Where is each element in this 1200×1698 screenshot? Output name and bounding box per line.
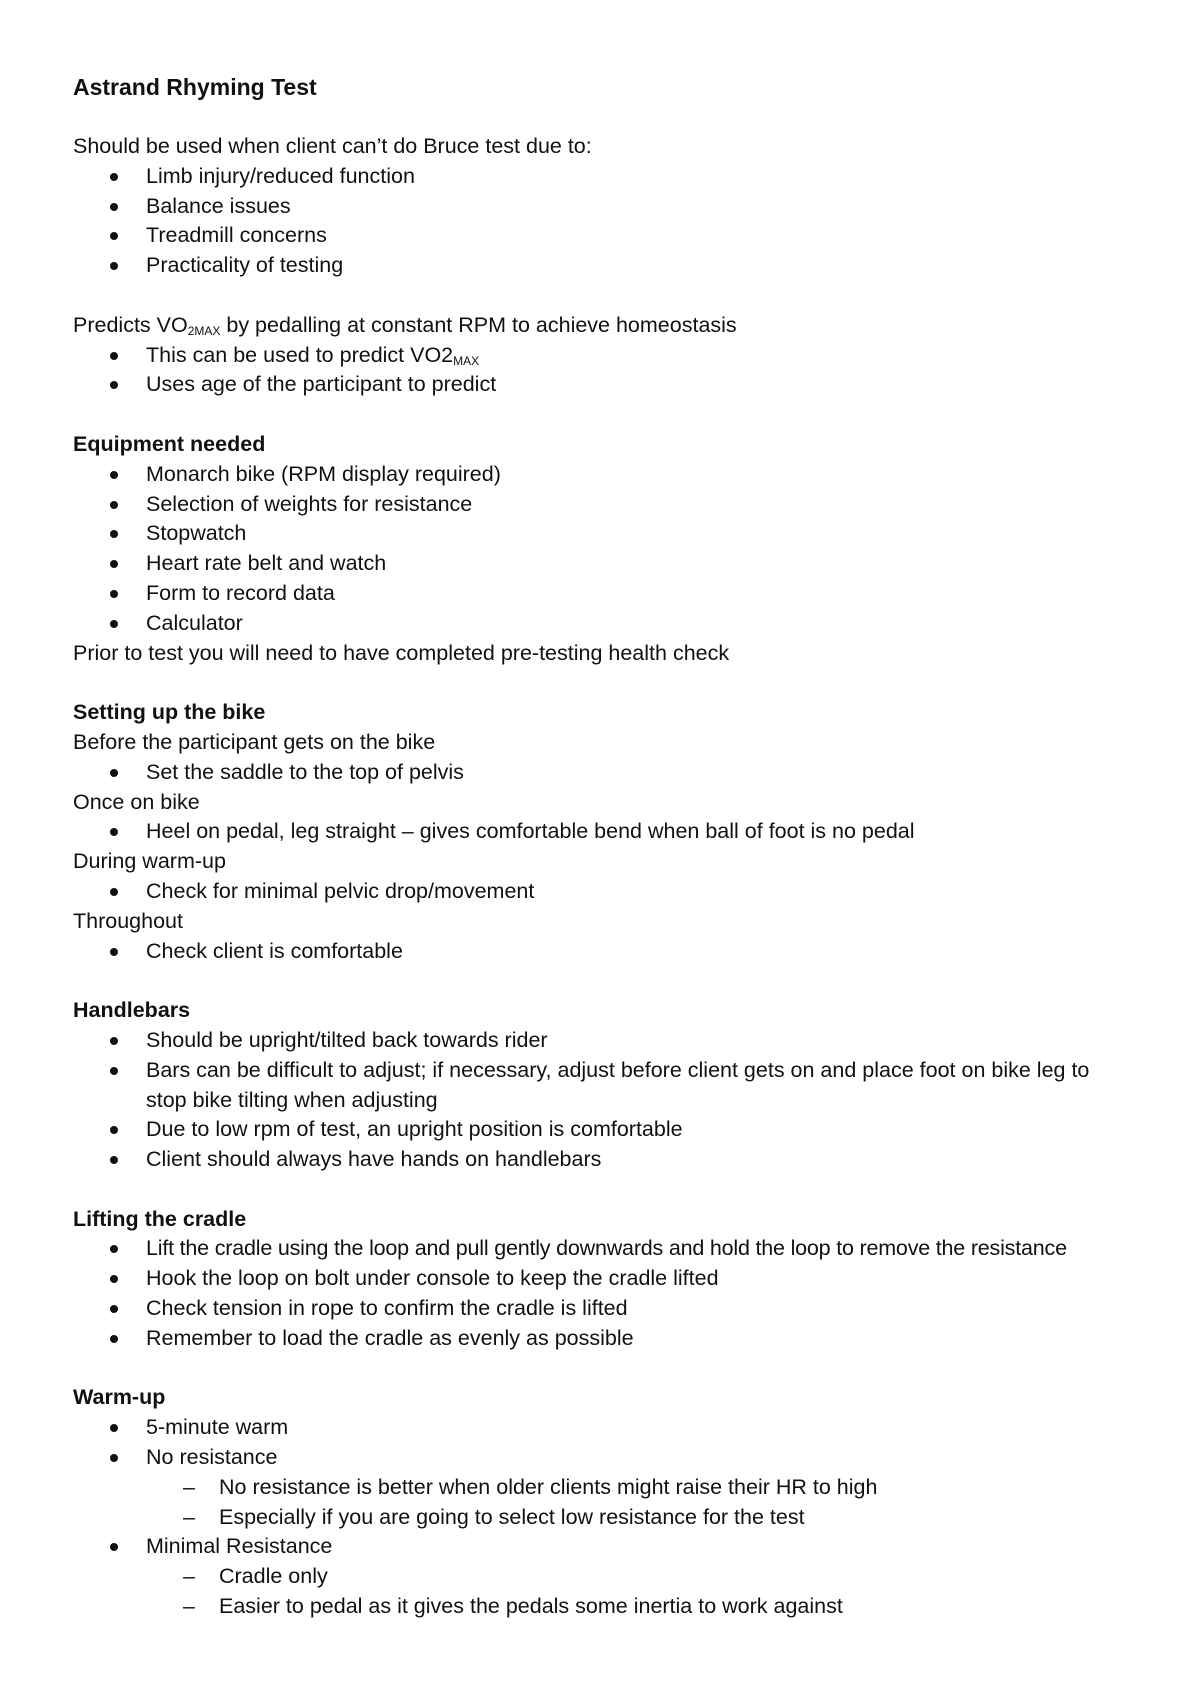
sub-list-item: – Especially if you are going to select low resistance for the test — [146, 1503, 1153, 1533]
setup-during-list — [73, 877, 1153, 907]
list-item: Hook the loop on bolt under console to keep the cradle lifted — [73, 1264, 1153, 1294]
list-item-text: This can be used to predict VO2 — [146, 342, 454, 367]
sub-list-item: – No resistance is better when older clients might raise their HR to high — [146, 1473, 1153, 1503]
list-item: Selection of weights for resistance — [73, 490, 1153, 520]
list-item: Stopwatch — [73, 519, 1153, 549]
cradle-heading: Lifting the cradle — [73, 1206, 247, 1231]
list-item: Limb injury/reduced function — [73, 162, 1153, 192]
warmup-list — [73, 1413, 1153, 1622]
predicts-lead-text-end: by pedalling at constant RPM to achieve homeostasis — [220, 312, 737, 337]
predicts-lead-subscript: 2MAX — [187, 323, 221, 338]
list-item: 5-minute warm — [73, 1413, 1153, 1443]
setup-before-list — [73, 758, 1153, 788]
list-item-text: No resistance — [146, 1445, 278, 1470]
equipment-note: Prior to test you will need to have completed pre-testing health check — [73, 640, 730, 665]
list-item: Form to record data — [73, 579, 1153, 609]
document-page — [73, 72, 1153, 1622]
list-item: Treadmill concerns — [73, 221, 1153, 251]
list-item: Uses age of the participant to predict — [73, 370, 1153, 400]
handlebars-heading: Handlebars — [73, 998, 191, 1023]
intro-lead: Should be used when client can’t do Bruce test due to: — [73, 134, 592, 158]
list-item: Lift the cradle using the loop and pull gently downwards and hold the loop to remove the resistance — [73, 1234, 1153, 1264]
list-item: Calculator — [73, 609, 1153, 639]
list-item: Heart rate belt and watch — [73, 549, 1153, 579]
list-item: Monarch bike (RPM display required) — [73, 460, 1153, 490]
list-item: Check client is comfortable — [73, 937, 1153, 967]
setup-before: Before the participant gets on the bike — [73, 729, 436, 754]
list-item — [73, 1443, 1153, 1532]
list-item: Check for minimal pelvic drop/movement — [73, 877, 1153, 907]
list-item — [73, 1532, 1153, 1621]
document-title: Astrand Rhyming Test — [73, 74, 317, 100]
list-item: Heel on pedal, leg straight – gives comfortable bend when ball of foot is no pedal — [73, 817, 1153, 847]
sub-list — [146, 1473, 1153, 1533]
list-item: Set the saddle to the top of pelvis — [73, 758, 1153, 788]
handlebars-list — [73, 1026, 1153, 1175]
list-item: Practicality of testing — [73, 251, 1153, 281]
list-item: Bars can be difficult to adjust; if necessary, adjust before client gets on and place foot on bike leg to stop bike tilting when adjusting — [73, 1056, 1153, 1116]
list-item: Check tension in rope to confirm the cradle is lifted — [73, 1294, 1153, 1324]
predicts-lead-text: Predicts VO — [73, 312, 188, 337]
list-item: Due to low rpm of test, an upright position is comfortable — [73, 1115, 1153, 1145]
setup-heading: Setting up the bike — [73, 700, 266, 725]
list-item: Remember to load the cradle as evenly as possible — [73, 1324, 1153, 1354]
setup-once: Once on bike — [73, 789, 200, 814]
sub-list-item: – Easier to pedal as it gives the pedals some inertia to work against — [146, 1592, 1153, 1622]
sub-list — [146, 1562, 1153, 1622]
equipment-list — [73, 460, 1153, 639]
list-item: Should be upright/tilted back towards rider — [73, 1026, 1153, 1056]
equipment-heading: Equipment needed — [73, 431, 266, 456]
list-item-subscript: MAX — [453, 353, 480, 368]
list-item: Balance issues — [73, 192, 1153, 222]
list-item — [73, 341, 1153, 371]
sub-list-item: – Cradle only — [146, 1562, 1153, 1592]
setup-throughout: Throughout — [73, 908, 183, 933]
list-item: Client should always have hands on handlebars — [73, 1145, 1153, 1175]
setup-during: During warm-up — [73, 849, 226, 874]
predicts-list — [73, 341, 1153, 401]
list-item-text: Minimal Resistance — [146, 1534, 333, 1559]
cradle-list — [73, 1234, 1153, 1353]
setup-once-list — [73, 817, 1153, 847]
predicts-lead — [73, 311, 1153, 341]
warmup-heading: Warm-up — [73, 1385, 166, 1410]
intro-list — [73, 162, 1153, 281]
setup-throughout-list — [73, 937, 1153, 967]
